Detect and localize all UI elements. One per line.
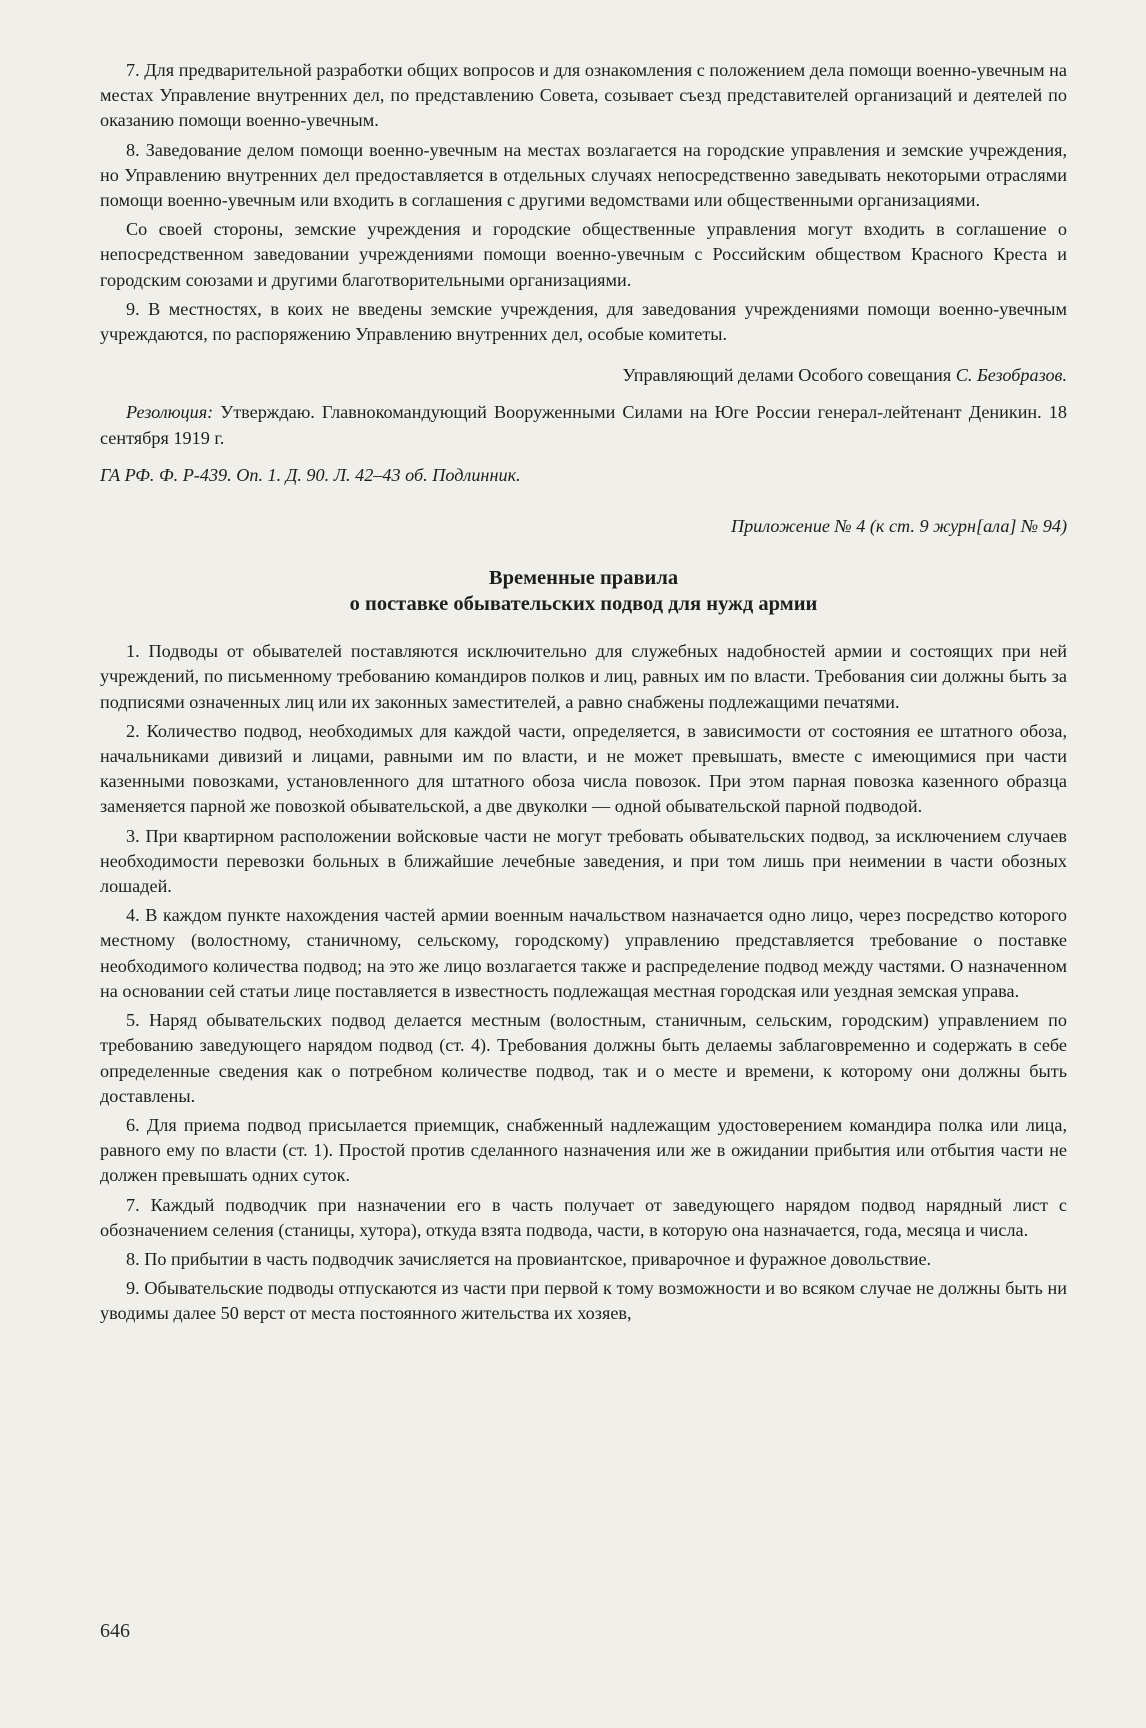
rule-8: 8. По прибытии в часть подводчик зачисляется на провиантское, приварочное и фуражное довольствие.	[126, 1248, 932, 1269]
section-heading	[100, 565, 1067, 617]
appendix-label: Приложение № 4 (к ст. 9 журн[ала] № 94)	[730, 516, 1067, 537]
page-number: 646	[100, 1620, 130, 1642]
heading-line-2: о поставке обывательских подвод для нужд армии	[349, 593, 818, 616]
rule-6: 6. Для приема подвод присылается приемщик, снабженный надлежащим удостоверением командира полка или лица, равного ему по власти (ст. 1). Простой против сделанного назначения или же в ожидании прибытия или отбытия части не должен превышать одних суток.	[100, 1114, 1067, 1186]
rule-9: 9. Обывательские подводы отпускаются из части при первой к тому возможности и во всяком случае не должны быть ни уводимы далее 50 верст от места постоянного жительства их хозяев,	[100, 1278, 1067, 1324]
intro-paragraph-9: 9. В местностях, в коих не введены земские учреждения, для заведования учреждениями помощи военно-увечным учреждаются, по распоряжению Управлению внутренних дел, особые комитеты.	[100, 298, 1067, 345]
resolution	[100, 400, 1067, 450]
resolution-label: Резолюция:	[126, 402, 214, 423]
page-content	[100, 58, 1067, 1327]
intro-paragraph-8-continued: Со своей стороны, земские учреждения и городские общественные управления могут входить в соглашение о непосредственном заведовании учреждениями помощи военно-увечным с Российским обществом Красного Креста и городским союзами и другими благотворительными организациями.	[100, 219, 1067, 290]
rule-4: 4. В каждом пункте нахождения частей армии военным начальством назначается одно лицо, через посредство которого местному (волостному, станичному, сельскому, городскому) управлению представляется требование о поставке необходимого количества подвод; на это же лицо возлагается также и распределение подвод между частями. О назначенном на основании сей статьи лице поставляется в известность подлежащая местная городская или уездная земская управа.	[100, 905, 1067, 1001]
rule-7: 7. Каждый подводчик при назначении его в часть получает от заведующего нарядом подвод нарядный лист с обозначением селения (станицы, хутора), откуда взята подвода, части, в которую она назначается, года, месяца и числа.	[100, 1194, 1067, 1240]
rule-5: 5. Наряд обывательских подвод делается местным (волостным, станичным, сельским, городским) управлением по требованию заведующего нарядом подвод (ст. 4). Требования должны быть делаемы заблаговременно и содержать в себе определенные сведения как о потребном количестве подвод, так и о месте и времени, к которому они должны быть доставлены.	[100, 1010, 1067, 1106]
signature-line	[100, 363, 1067, 388]
archive-reference: ГА РФ. Ф. Р-439. Оп. 1. Д. 90. Л. 42–43 об. Подлинник.	[100, 464, 521, 485]
intro-paragraph-7: 7. Для предварительной разработки общих вопросов и для ознакомления с положением дела помощи военно-увечным на местах Управление внутренних дел, по представлению Совета, созывает съезд представителей организаций и деятелей по оказанию помощи военно-увечным.	[100, 60, 1067, 131]
signature-name: С. Безобразов.	[955, 365, 1067, 386]
rule-1: 1. Подводы от обывателей поставляются исключительно для служебных надобностей армии и состоящих при ней учреждений, по письменному требованию командиров полков и лиц, равных им по власти. Требования сии должны быть за подписями означенных лиц или их законных заместителей, а равно снабжены подлежащими печатями.	[100, 641, 1067, 712]
resolution-text: Утверждаю. Главнокомандующий Вооруженными Силами на Юге России генерал-лейтенант Деникин. 18 сентября 1919 г.	[100, 402, 1067, 448]
rule-3: 3. При квартирном расположении войсковые части не могут требовать обывательских подвод, за исключением случаев необходимости перевозки больных в ближайшие лечебные заведения, и при том лишь при неимении в части обозных лошадей.	[100, 825, 1067, 897]
rules-list	[100, 639, 1067, 1326]
signature-title: Управляющий делами Особого совещания	[622, 365, 952, 386]
rule-2: 2. Количество подвод, необходимых для каждой части, определяется, в зависимости от состояния ее штатного обоза, начальниками дивизий и лицами, равными им по власти, и не может превышать, вместе с имеющимися при части казенными повозками, установленного для штатного обоза числа повозок. При этом парная повозка казенного образца заменяется парной же повозкой обывательской, а две двуколки — одной обывательской парной подводой.	[100, 720, 1067, 817]
heading-line-1: Временные правила	[488, 567, 679, 590]
intro-paragraph-8: 8. Заведование делом помощи военно-увечным на местах возлагается на городские управления и земские учреждения, но Управлению внутренних дел предоставляется в отдельных случаях непосредственно заведывать некоторыми отраслями помощи военно-увечным или входить в соглашения с другими ведомствами или общественными организациями.	[100, 139, 1067, 211]
